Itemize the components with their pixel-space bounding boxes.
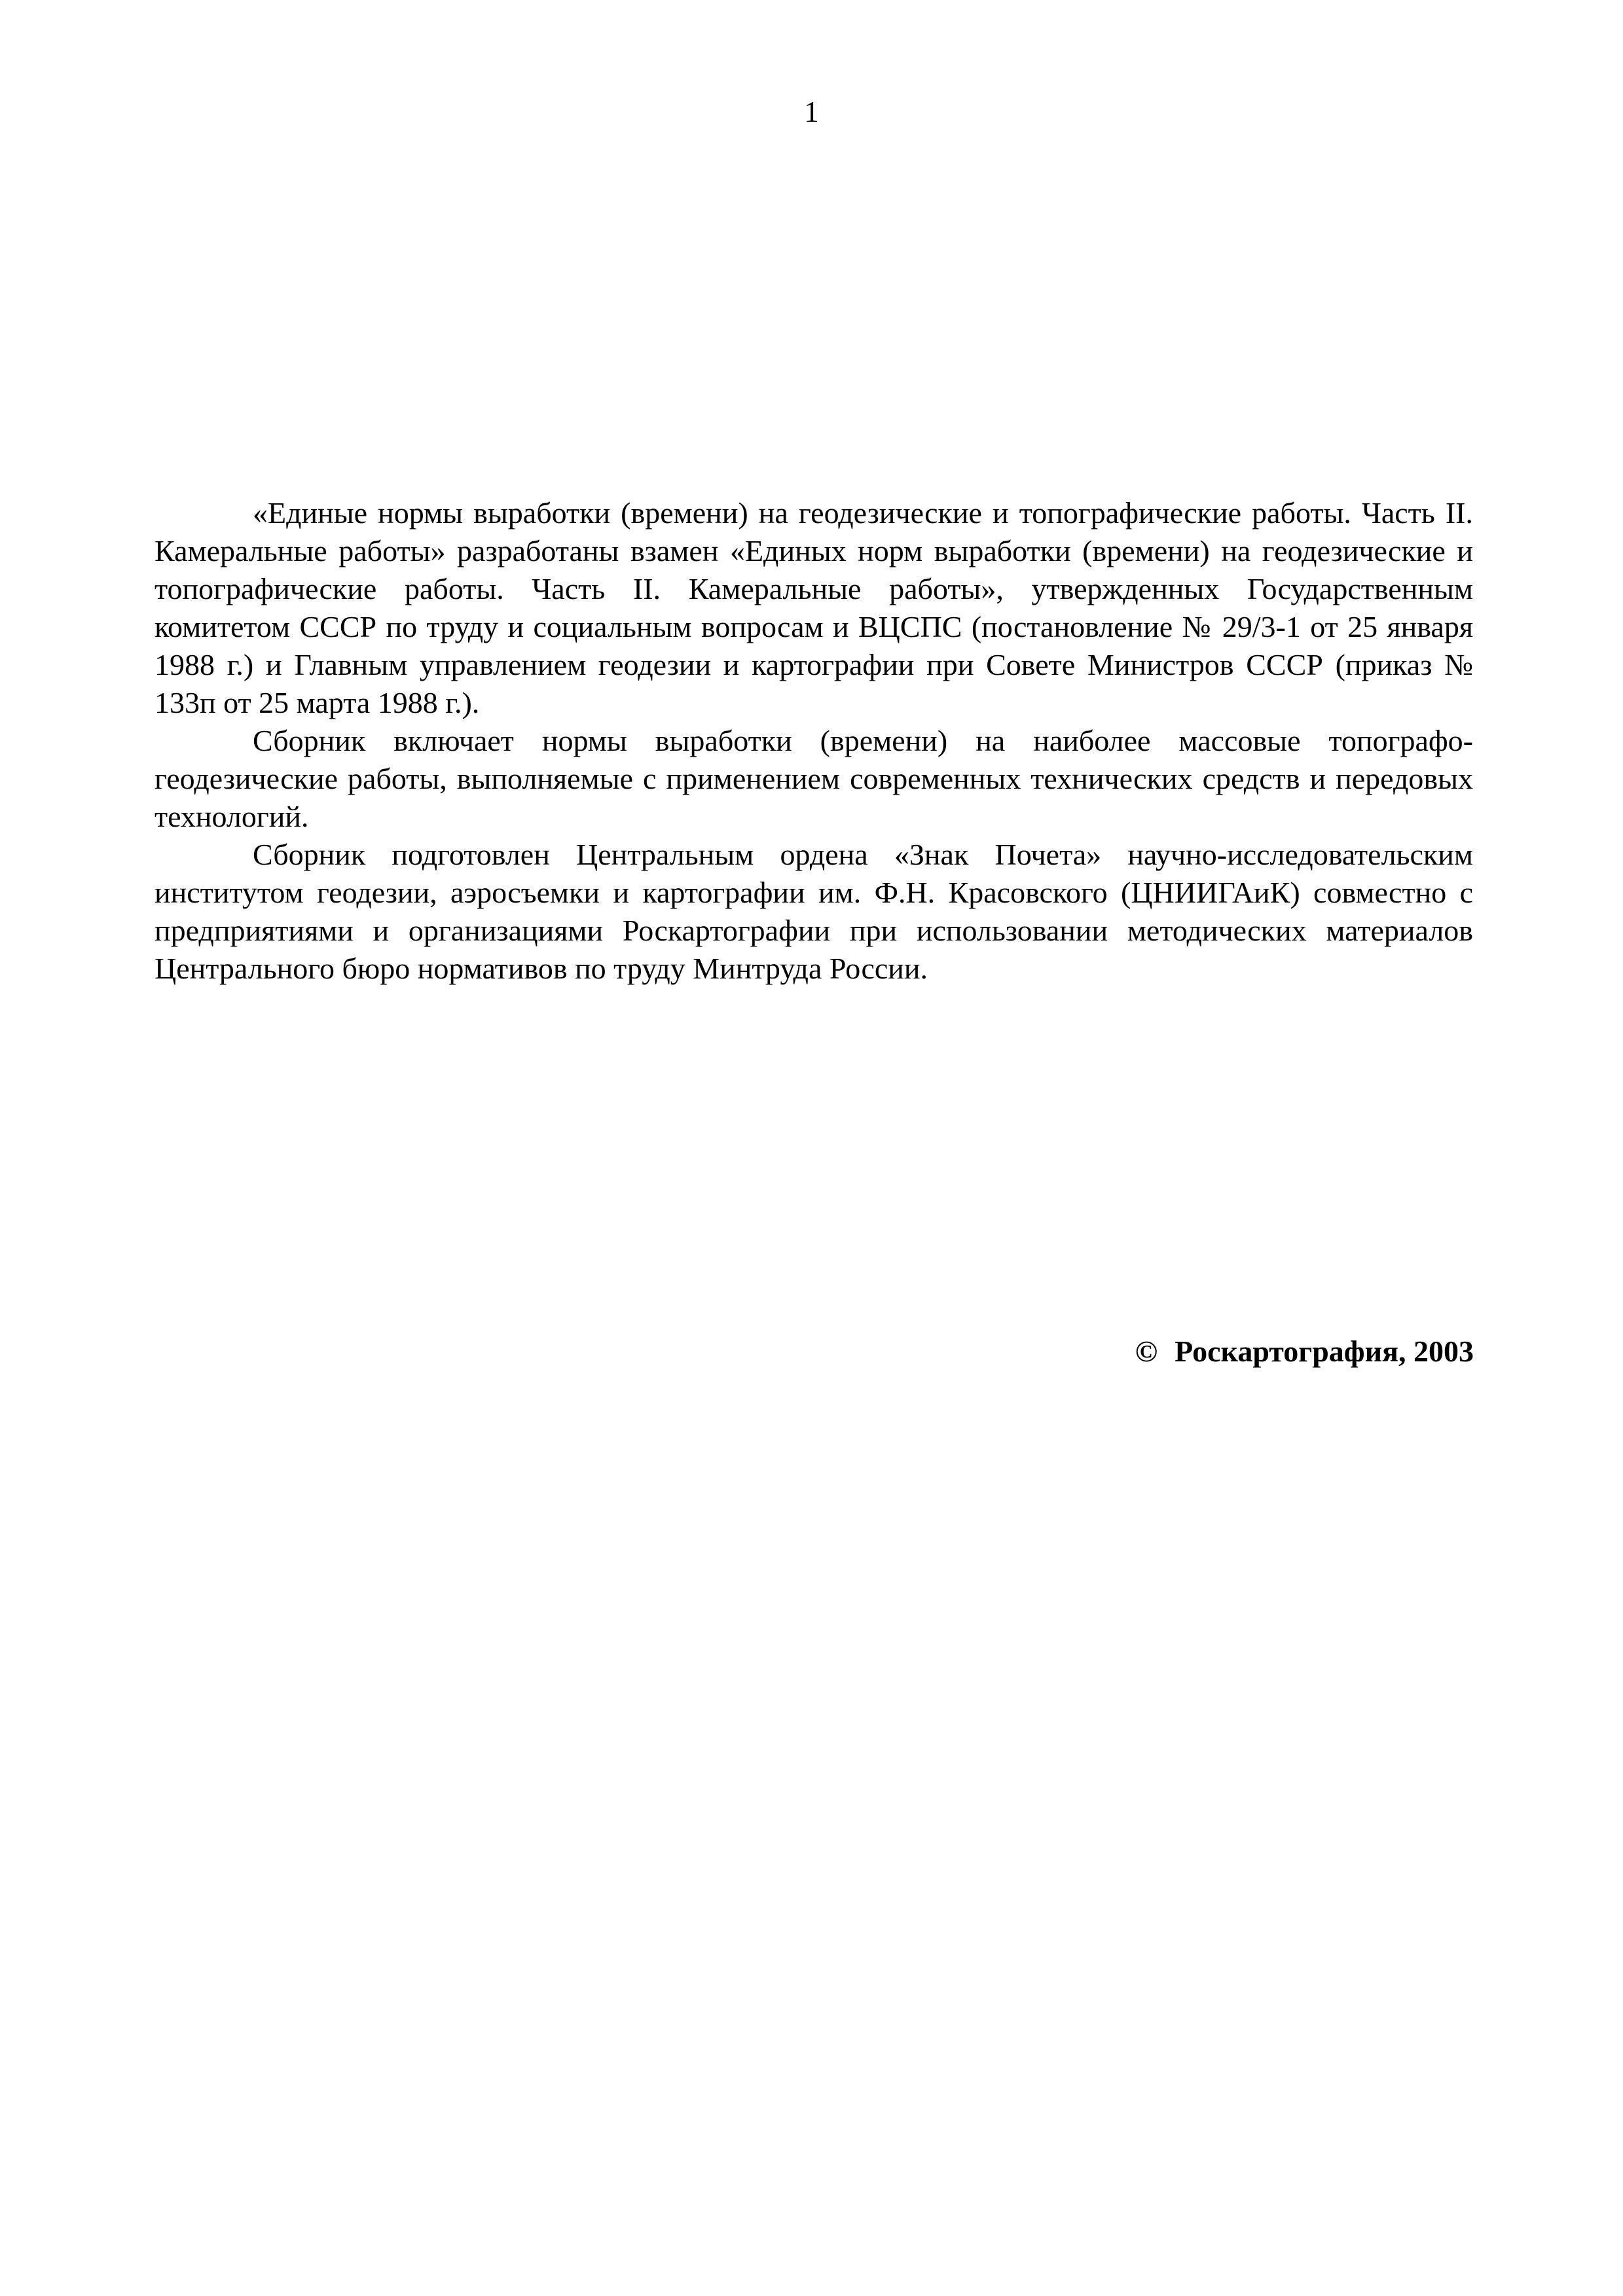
document-body — [155, 494, 1473, 988]
paragraph-replacement-note: «Единые нормы выработки (времени) на геодезические и топографические работы. Часть II. Камеральные работы» разработаны взамен «Единых норм выработки (времени) на геодезические и топографические работы. Часть II. Камеральные работы», утвержденных Государственным комитетом СССР по труду и социальным вопросам и ВЦСПС (постановление № 29/3-1 от 25 января 1988 г.) и Главным управлением геодезии и картографии при Совете Министров СССР (приказ № 133п от 25 марта 1988 г.). — [155, 496, 1473, 719]
paragraph-collection-scope: Сборник включает нормы выработки (времени) на наиболее массовые топографо-геодезические работы, выполняемые с применением современных технических средств и передовых технологий. — [155, 724, 1473, 833]
page-number: 1 — [804, 95, 819, 128]
copyright-line — [1135, 1336, 1474, 1367]
copyright-text: Роскартография, 2003 — [1175, 1335, 1474, 1368]
paragraph-authors: Сборник подготовлен Центральным ордена «Знак Почета» научно-исследовательским институтом геодезии, аэросъемки и картографии им. Ф.Н. Красовского (ЦНИИГАиК) совместно с предприятиями и организациями Роскартографии при использовании методических материалов Центрального бюро нормативов по труду Минтруда России. — [155, 838, 1473, 985]
copyright-icon: © — [1135, 1335, 1158, 1368]
